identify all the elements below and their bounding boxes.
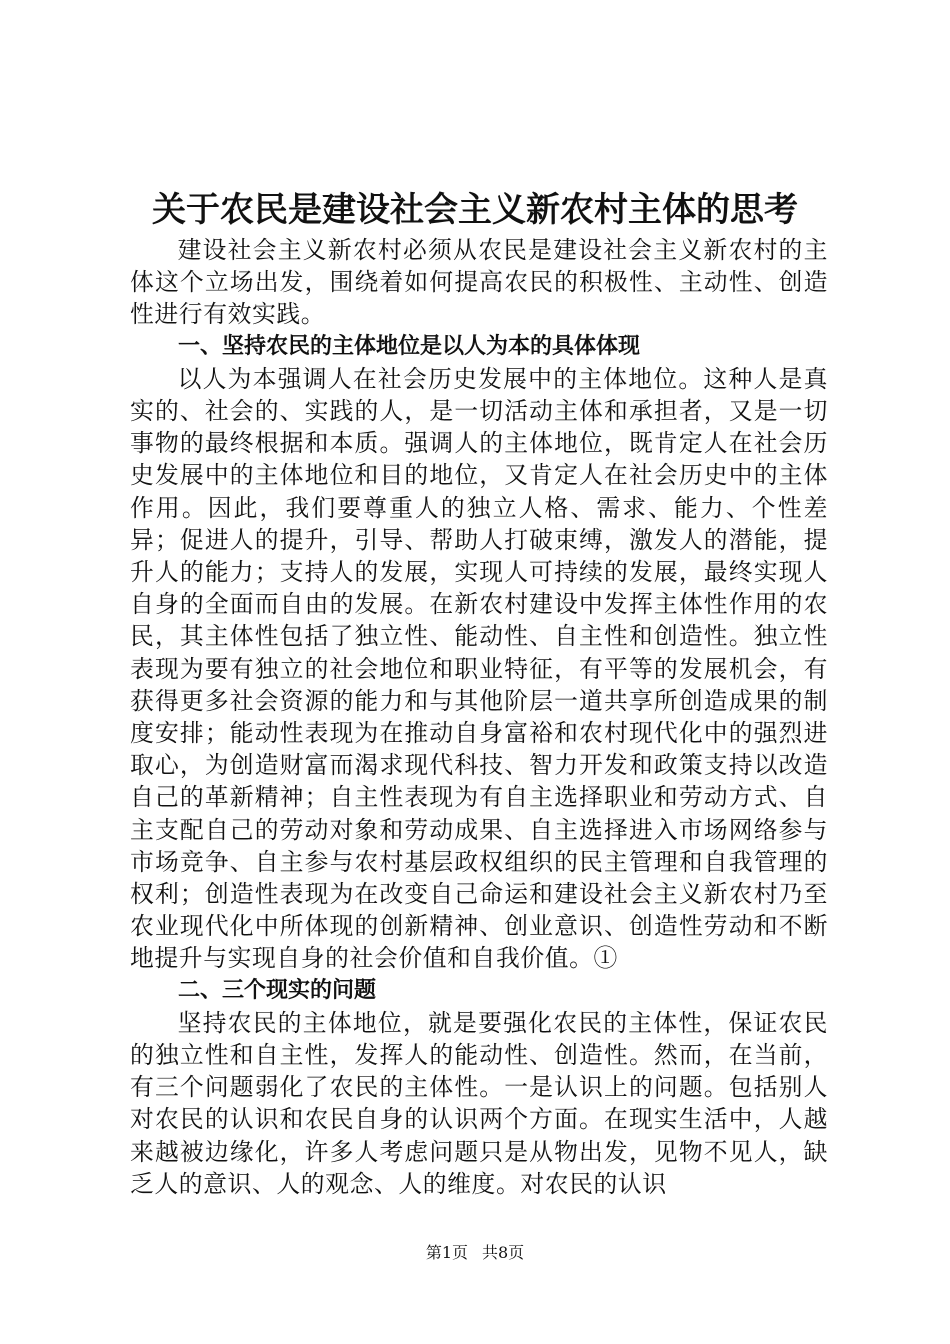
section-1-paragraph: 以人为本强调人在社会历史发展中的主体地位。这种人是真实的、社会的、实践的人，是一切活动主体和承担者，又是一切事物的最终根据和本质。强调人的主体地位，既肯定人在社会历史发展中的主体地位和目的地位，又肯定人在社会历史中的主体作用。因此，我们要尊重人的独立人格、需求、能力、个性差异；促进人的提升，引导、帮助人打破束缚，激发人的潜能，提升人的能力；支持人的发展，实现人可持续的发展，最终实现人自身的全面而自由的发展。在新农村建设中发挥主体性作用的农民，其主体性包括了独立性、能动性、自主性和创造性。独立性表现为要有独立的社会地位和职业特征，有平等的发展机会，有获得更多社会资源的能力和与其他阶层一道共享所创造成果的制度安排；能动性表现为在推动自身富裕和农村现代化中的强烈进取心，为创造财富而渴求现代科技、智力开发和政策支持以改造自己的革新精神；自主性表现为有自主选择职业和劳动方式、自主支配自己的劳动对象和劳动成果、自主选择进入市场网络参与市场竞争、自主参与农村基层政权组织的民主管理和自我管理的权利；创造性表现为在改变自己命运和建设社会主义新农村乃至农业现代化中所体现的创新精神、创业意识、创造性劳动和不断地提升与实现自身的社会价值和自我价值。①: [130, 364, 828, 973]
page-number-total: 共8页: [482, 1243, 525, 1262]
section-2-heading: 二、三个现实的问题: [178, 977, 377, 1003]
document-body: [130, 234, 828, 1200]
intro-paragraph: 建设社会主义新农村必须从农民是建设社会主义新农村的主体这个立场出发，围绕着如何提高农民的积极性、主动性、创造性进行有效实践。: [130, 236, 828, 329]
document-title: 关于农民是建设社会主义新农村主体的思考: [152, 190, 798, 230]
section-1-heading: 一、坚持农民的主体地位是以人为本的具体体现: [178, 333, 641, 359]
section-2-paragraph: 坚持农民的主体地位，就是要强化农民的主体性，保证农民的独立性和自主性，发挥人的能动性、创造性。然而，在当前，有三个问题弱化了农民的主体性。一是认识上的问题。包括别人对农民的认识和农民自身的认识两个方面。在现实生活中，人越来越被边缘化，许多人考虑问题只是从物出发，见物不见人，缺乏人的意识、人的观念、人的维度。对农民的认识: [130, 1008, 828, 1198]
page-number-current: 第1页: [425, 1243, 468, 1262]
page-footer: [0, 1242, 950, 1264]
